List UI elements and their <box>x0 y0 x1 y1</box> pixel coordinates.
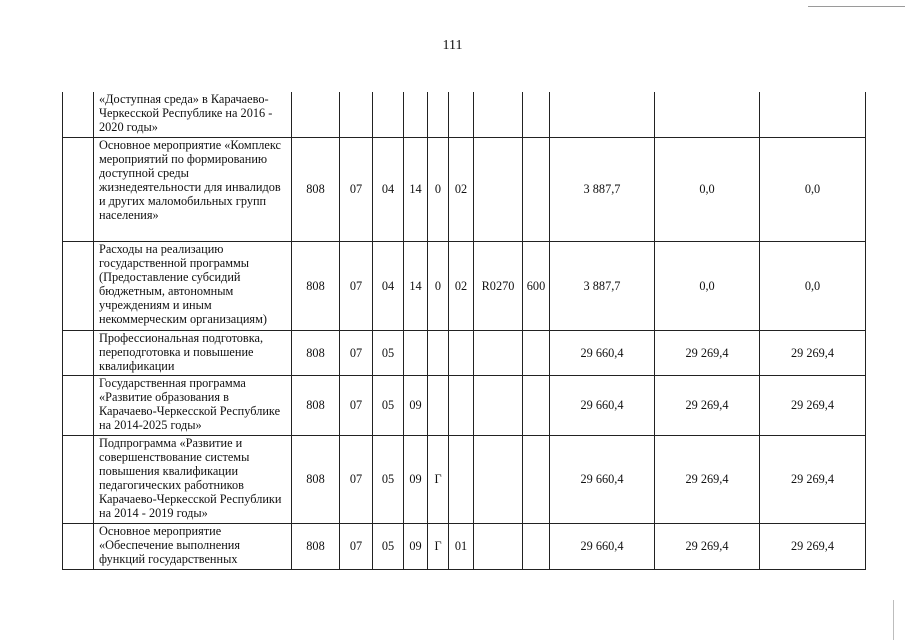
subprogram-cell <box>428 375 449 435</box>
expense-type-cell <box>523 330 550 375</box>
expense-type-cell <box>523 92 550 137</box>
subsection-cell <box>373 92 404 137</box>
event-cell <box>449 92 474 137</box>
index-cell <box>63 92 94 137</box>
index-cell <box>63 435 94 523</box>
table-row <box>63 137 866 241</box>
sum-2020-cell: 0,0 <box>760 241 866 330</box>
ministry-cell: 808 <box>292 375 340 435</box>
sum-2019-cell <box>655 92 760 137</box>
subsection-cell: 05 <box>373 435 404 523</box>
program-cell: 14 <box>404 137 428 241</box>
sum-2018-cell: 3 887,7 <box>550 241 655 330</box>
sum-2020-cell: 29 269,4 <box>760 523 866 569</box>
ministry-cell: 808 <box>292 523 340 569</box>
subprogram-cell <box>428 330 449 375</box>
event-cell <box>449 375 474 435</box>
sum-2020-cell: 29 269,4 <box>760 330 866 375</box>
sum-2019-cell: 0,0 <box>655 241 760 330</box>
subsection-cell: 04 <box>373 241 404 330</box>
sum-2018-cell: 29 660,4 <box>550 375 655 435</box>
sum-2019-cell: 29 269,4 <box>655 523 760 569</box>
section-cell: 07 <box>340 435 373 523</box>
ministry-cell: 808 <box>292 435 340 523</box>
sum-2018-cell: 29 660,4 <box>550 435 655 523</box>
event-cell: 02 <box>449 241 474 330</box>
top-edge-rule <box>808 6 905 7</box>
sum-2018-cell: 29 660,4 <box>550 330 655 375</box>
expense-type-cell <box>523 137 550 241</box>
name-cell: Государственная программа «Развитие образования в Карачаево-Черкесской Республике на 2014-2025 годы» <box>94 375 292 435</box>
page-number: 111 <box>442 38 463 53</box>
program-cell: 09 <box>404 375 428 435</box>
event-cell <box>449 435 474 523</box>
direction-cell <box>474 375 523 435</box>
table-row <box>63 92 866 137</box>
event-cell: 02 <box>449 137 474 241</box>
expense-type-cell <box>523 375 550 435</box>
subsection-cell: 05 <box>373 330 404 375</box>
section-cell: 07 <box>340 330 373 375</box>
expense-type-cell: 600 <box>523 241 550 330</box>
section-cell: 07 <box>340 375 373 435</box>
program-cell: 09 <box>404 523 428 569</box>
subsection-cell: 05 <box>373 375 404 435</box>
budget-table <box>62 92 866 570</box>
index-cell <box>63 137 94 241</box>
ministry-cell: 808 <box>292 241 340 330</box>
sum-2018-cell: 3 887,7 <box>550 137 655 241</box>
table-row <box>63 435 866 523</box>
subprogram-cell: Г <box>428 435 449 523</box>
event-cell <box>449 330 474 375</box>
table-row <box>63 523 866 569</box>
subprogram-cell <box>428 92 449 137</box>
direction-cell <box>474 523 523 569</box>
sum-2019-cell: 29 269,4 <box>655 375 760 435</box>
section-cell: 07 <box>340 523 373 569</box>
subsection-cell: 04 <box>373 137 404 241</box>
subprogram-cell: Г <box>428 523 449 569</box>
section-cell: 07 <box>340 241 373 330</box>
page-edge-line <box>893 600 894 640</box>
expense-type-cell <box>523 523 550 569</box>
ministry-cell <box>292 92 340 137</box>
sum-2020-cell: 0,0 <box>760 137 866 241</box>
direction-cell <box>474 435 523 523</box>
name-cell: Профессиональная подготовка, переподготовка и повышение квалификации <box>94 330 292 375</box>
program-cell: 09 <box>404 435 428 523</box>
section-cell: 07 <box>340 137 373 241</box>
sum-2020-cell: 29 269,4 <box>760 435 866 523</box>
event-cell: 01 <box>449 523 474 569</box>
name-cell: Основное мероприятие «Комплекс мероприятий по формированию доступной среды жизнедеятельности для инвалидов и других маломобильных групп населения» <box>94 137 292 241</box>
sum-2018-cell <box>550 92 655 137</box>
expense-type-cell <box>523 435 550 523</box>
name-cell: «Доступная среда» в Карачаево-Черкесской Республике на 2016 - 2020 годы» <box>94 92 292 137</box>
direction-cell <box>474 330 523 375</box>
direction-cell <box>474 137 523 241</box>
index-cell <box>63 375 94 435</box>
sum-2019-cell: 29 269,4 <box>655 330 760 375</box>
table-row <box>63 330 866 375</box>
budget-table-body <box>63 92 866 569</box>
program-cell <box>404 92 428 137</box>
subsection-cell: 05 <box>373 523 404 569</box>
name-cell: Подпрограмма «Развитие и совершенствование системы повышения квалификации педагогических работников Карачаево-Черкесской Республики на 2014 - 2019 годы» <box>94 435 292 523</box>
subprogram-cell: 0 <box>428 137 449 241</box>
direction-cell: R0270 <box>474 241 523 330</box>
table-row <box>63 375 866 435</box>
sum-2018-cell: 29 660,4 <box>550 523 655 569</box>
sum-2019-cell: 29 269,4 <box>655 435 760 523</box>
index-cell <box>63 241 94 330</box>
subprogram-cell: 0 <box>428 241 449 330</box>
name-cell: Расходы на реализацию государственной программы (Предоставление субсидий бюджетным, автономным учреждениям и иным некоммерческим организациям) <box>94 241 292 330</box>
sum-2020-cell <box>760 92 866 137</box>
index-cell <box>63 523 94 569</box>
program-cell: 14 <box>404 241 428 330</box>
table-row <box>63 241 866 330</box>
name-cell: Основное мероприятие «Обеспечение выполнения функций государственных <box>94 523 292 569</box>
program-cell <box>404 330 428 375</box>
ministry-cell: 808 <box>292 330 340 375</box>
sum-2019-cell: 0,0 <box>655 137 760 241</box>
sum-2020-cell: 29 269,4 <box>760 375 866 435</box>
section-cell <box>340 92 373 137</box>
ministry-cell: 808 <box>292 137 340 241</box>
index-cell <box>63 330 94 375</box>
direction-cell <box>474 92 523 137</box>
